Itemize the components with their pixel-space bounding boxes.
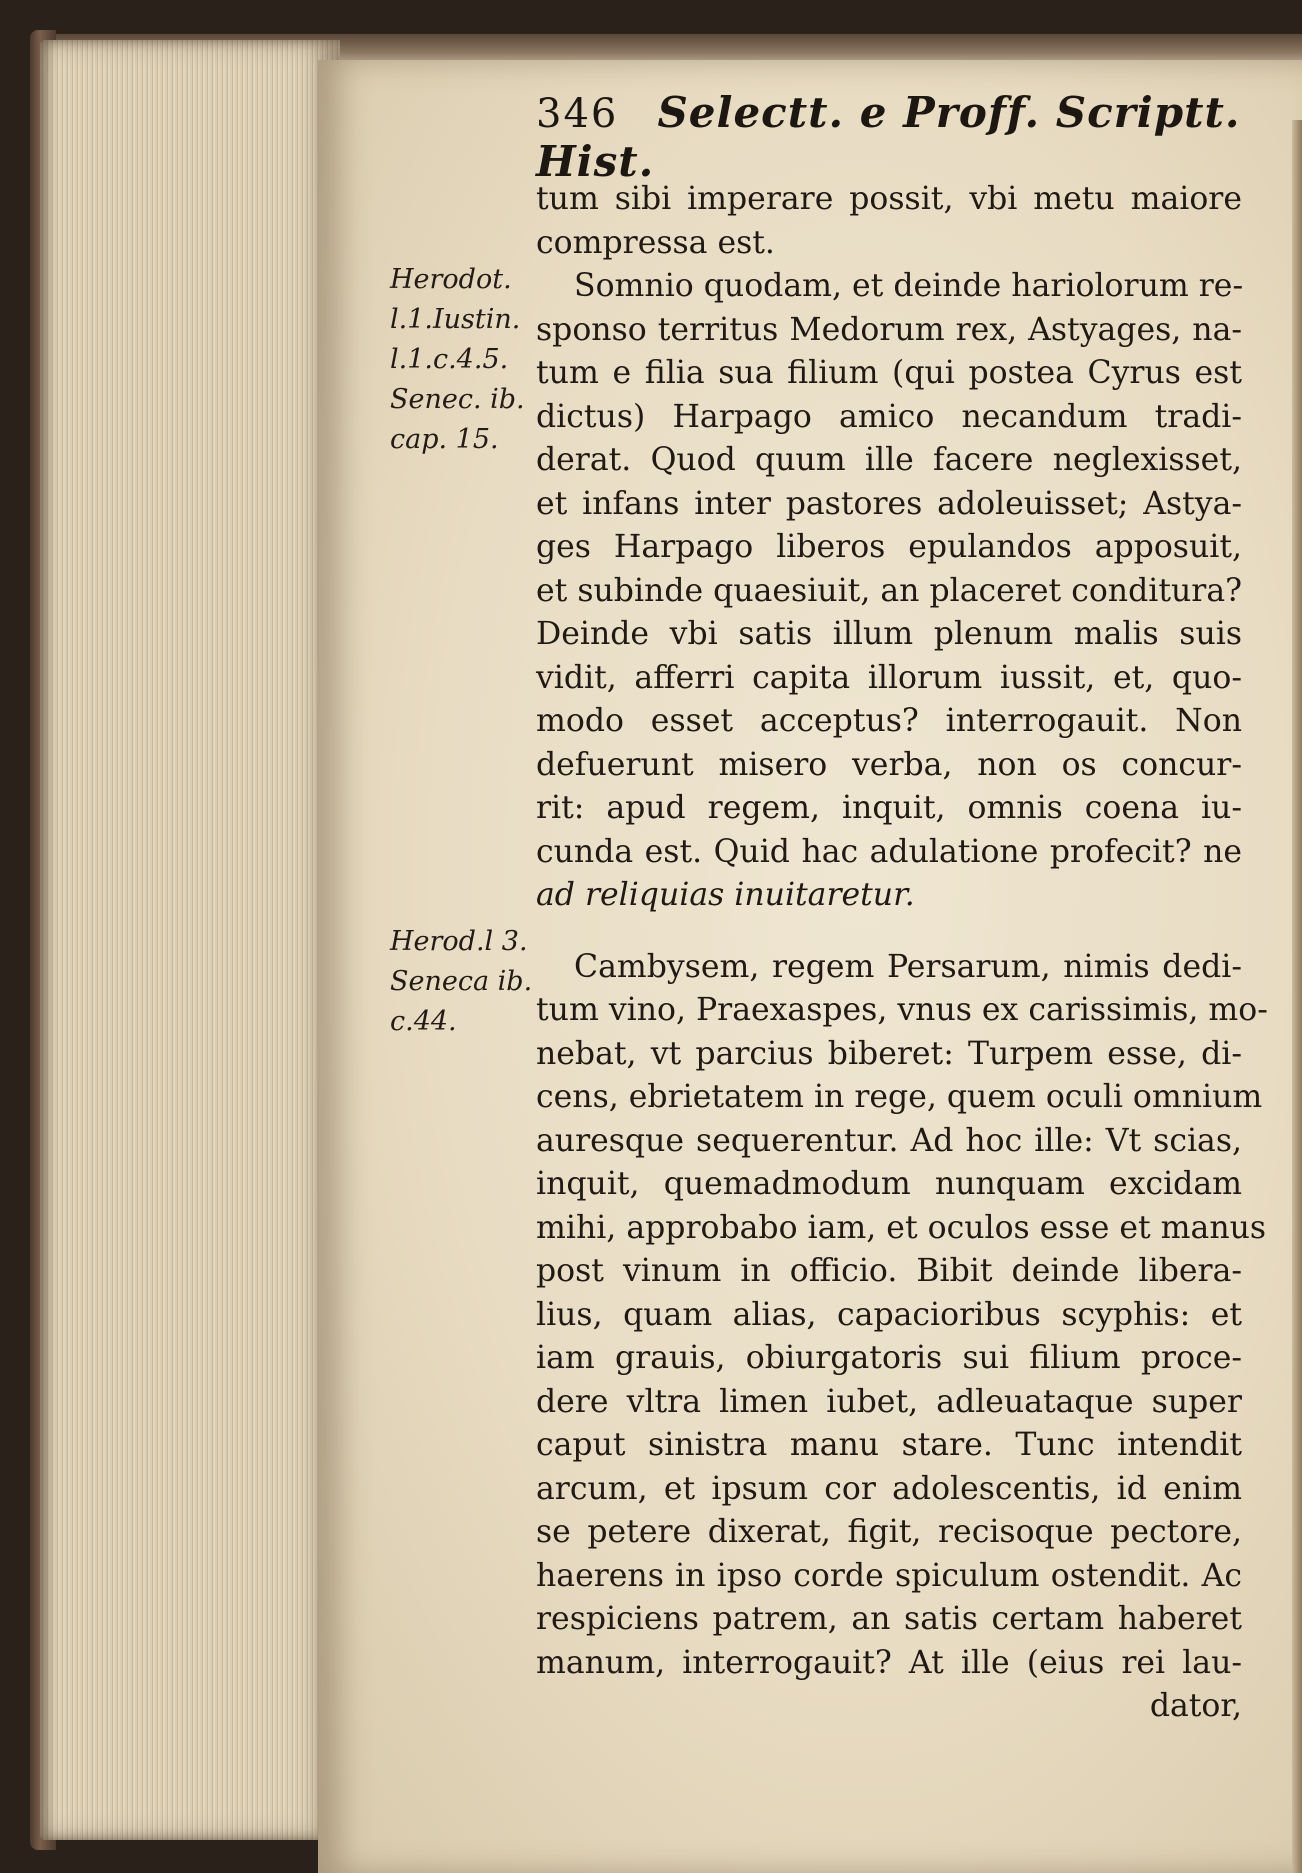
paragraph-start-line: Somnio quodam, et deinde hariolorum re- (574, 268, 1244, 304)
text-line: tum e filia sua filium (qui postea Cyrus est (536, 355, 1242, 391)
margin-note-line: cap. 15. (390, 424, 499, 455)
text-line: ad reliquias inuitaretur. (536, 877, 915, 913)
margin-note-line: l.1.Iustin. (390, 304, 521, 335)
text-line: auresque sequerentur. Ad hoc ille: Vt scias, (536, 1122, 1242, 1159)
margin-note-line: Seneca ib. (390, 966, 533, 997)
text-line: sponso territus Medorum rex, Astyages, na- (536, 311, 1242, 348)
text-line: se petere dixerat, figit, recisoque pectore, (536, 1514, 1242, 1550)
text-line: et infans inter pastores adoleuisset; Astya- (536, 485, 1242, 522)
text-line: dere vltra limen iubet, adleuataque super (536, 1383, 1242, 1420)
text-line: manum, interrogauit? At ille (eius rei lau- (536, 1644, 1242, 1681)
text-line: inquit, quemadmodum nunquam excidam (536, 1166, 1242, 1202)
text-line: haerens in ipso corde spiculum ostendit. Ac (536, 1557, 1242, 1594)
text-line: nebat, vt parcius biberet: Turpem esse, di- (536, 1035, 1242, 1072)
text-line: defuerunt misero verba, non os concur- (536, 746, 1242, 783)
text-line: et subinde quaesiuit, an placeret conditura? (536, 572, 1242, 609)
book-page (318, 60, 1302, 1873)
margin-note-line: l.1.c.4.5. (390, 344, 509, 375)
text-line: mihi, approbabo iam, et oculos esse et manus (536, 1209, 1267, 1246)
text-line: vidit, afferri capita illorum iussit, et, quo- (536, 659, 1242, 696)
margin-note-line: Senec. ib. (390, 384, 525, 415)
page-fore-edge (40, 40, 340, 1840)
margin-note-herod-seneca (390, 922, 532, 1042)
page-right-edge (1292, 120, 1302, 1873)
body-text (536, 178, 1268, 1729)
text-line: cens, ebrietatem in rege, quem oculi omnium (536, 1079, 1263, 1115)
text-line: iam grauis, obiurgatoris sui filium proce- (536, 1340, 1242, 1376)
text-line: lius, quam alias, capacioribus scyphis: et (536, 1296, 1242, 1333)
catchword: dator, (1149, 1688, 1242, 1724)
text-line: rit: apud regem, inquit, omnis coena iu- (536, 790, 1242, 826)
text-line: caput sinistra manu stare. Tunc intendit (536, 1427, 1242, 1463)
text-line: tum sibi imperare possit, vbi metu maiore (536, 181, 1242, 217)
text-line: Deinde vbi satis illum plenum malis suis (536, 616, 1242, 652)
margin-note-line: Herodot. (390, 264, 512, 295)
text-line: dictus) Harpago amico necandum tradi- (536, 398, 1242, 435)
page-number: 346 (536, 91, 619, 137)
running-head: Selectt. e Proff. Scriptt. Hist. (536, 88, 1241, 186)
text-line: post vinum in officio. Bibit deinde libera- (536, 1253, 1242, 1289)
text-line: compressa est. (536, 224, 775, 261)
paragraph-start-line: Cambysem, regem Persarum, nimis dedi- (574, 948, 1242, 985)
margin-note-line: c.44. (390, 1006, 457, 1037)
text-line: tum vino, Praexaspes, vnus ex carissimis, mo- (536, 992, 1268, 1028)
page-header (536, 88, 1296, 186)
margin-note-line: Herod.l 3. (390, 926, 528, 957)
text-line: derat. Quod quum ille facere neglexisset, (536, 442, 1242, 478)
text-line: cunda est. Quid hac adulatione profecit? ne (536, 833, 1242, 870)
text-line: ges Harpago liberos epulandos apposuit, (536, 529, 1242, 565)
text-line: arcum, et ipsum cor adolescentis, id enim (536, 1470, 1242, 1507)
margin-note-herodotus (390, 260, 525, 460)
text-line: modo esset acceptus? interrogauit. Non (536, 703, 1242, 739)
text-line: respiciens patrem, an satis certam haberet (536, 1601, 1242, 1637)
